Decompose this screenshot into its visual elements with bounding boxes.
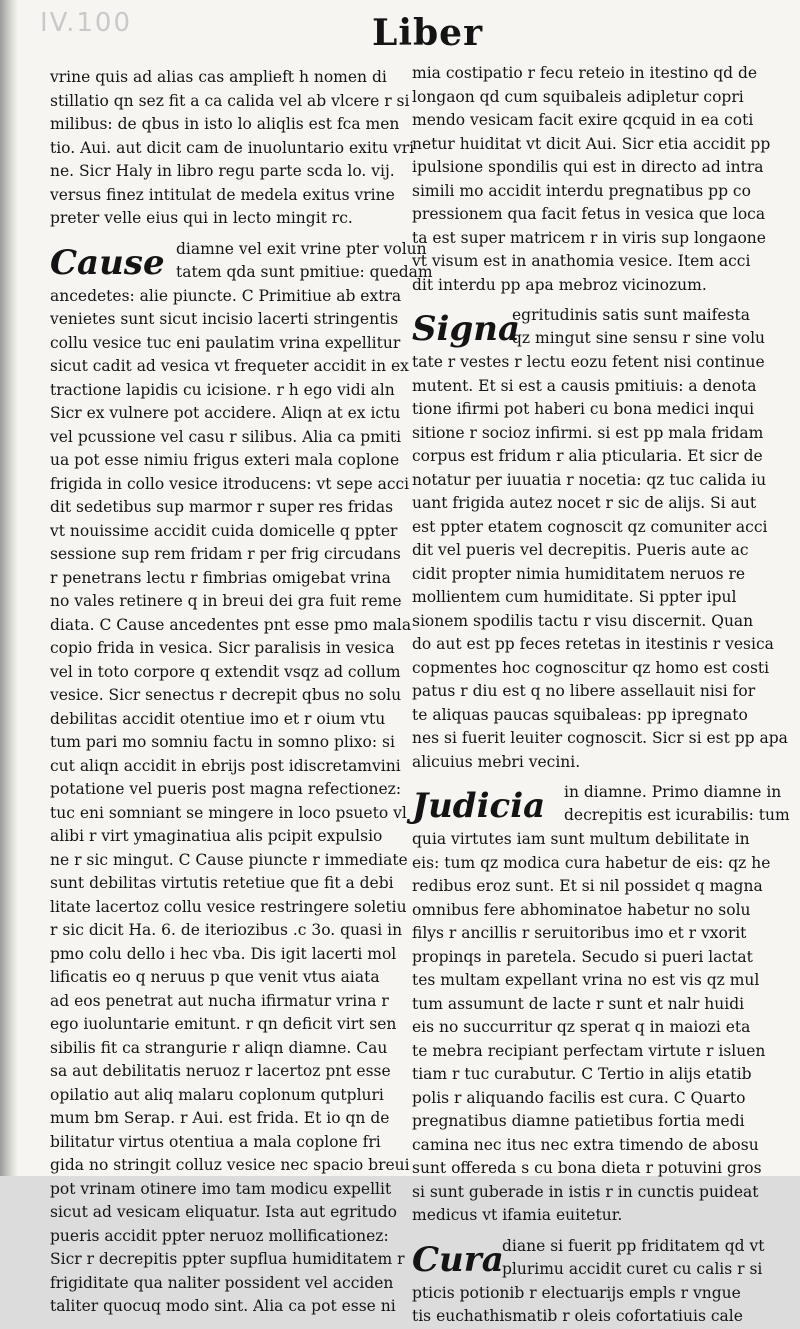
text-line: dit sedetibus sup marmor r super res fridas (50, 498, 394, 516)
text-line: sicut cadit ad vesica vt frequeter accidit in ex (50, 357, 409, 375)
cura-paragraph (412, 1282, 762, 1329)
text-line: mollientem cum humiditate. Si ppter ipul (412, 588, 737, 606)
text-line: propinqs in paretela. Secudo si pueri lactat (412, 947, 753, 966)
text-line: r sic dicit Ha. 6. de iteriozibus .c 3o. quasi in (50, 921, 403, 939)
text-line: stillatio qn sez fit a ca calida vel ab vlcere r si (50, 91, 410, 110)
text-line: frigida in collo vesice itroducens: vt sepe acci (50, 474, 410, 493)
text-line: collu vesice tuc eni paulatim vrina expellitur (50, 333, 401, 352)
text-line: tractione lapidis cu icisione. r h ego vidi aln (50, 380, 395, 399)
left-intro-text (50, 66, 415, 231)
text-line: ua pot esse nimiu frigus exteri mala coplone (50, 451, 400, 469)
text-line: copio frida in vesica. Sicr paralisis in vesica (50, 639, 395, 657)
text-line: quia virtutes iam sunt multum debilitate in (412, 830, 750, 848)
text-line: vt nouissime accidit cuida domicelle q ppter (50, 521, 398, 540)
text-line: cut aliqn accidit in ebrijs post idiscretamvini (50, 756, 401, 775)
text-line: tione ifirmi pot haberi cu bona medici inqui (412, 400, 755, 418)
section-heading-causae (50, 239, 433, 285)
text-line: tum assumunt de lacte r sunt et nalr huidi (412, 994, 745, 1013)
text-line: versus finez intitulat de medela exitus vrine (50, 185, 395, 204)
text-line: uant frigida autez nocet r sic de alijs. Si aut (412, 494, 757, 512)
text-line: alicuius mebri vecini. (412, 752, 581, 771)
text-line: pueris accidit ppter neruoz mollificationez: (50, 1226, 389, 1245)
heading-line-1: diane si fuerit pp friditatem qd vt (502, 1236, 765, 1255)
text-line: dit interdu pp apa mebroz vicinozum. (412, 275, 707, 294)
judicia-paragraph (412, 828, 771, 1228)
page-binding-shadow (0, 0, 18, 1176)
text-line: ta est super matricem r in viris sup longaone (412, 228, 766, 247)
text-line: est ppter etatem cognoscit qz comuniter acci (412, 517, 768, 536)
heading-initial-causae: Cause (50, 242, 165, 283)
text-line: Sicr r decrepitis ppter supflua humiditatem r (50, 1250, 405, 1268)
text-line: tio. Aui. aut dicit cam de inuoluntario exitu vri (50, 138, 415, 157)
text-line: ego iuoluntarie emitunt. r qn deficit virt sen (50, 1015, 397, 1033)
right-intro-text (412, 62, 771, 297)
heading-initial-cura: Cura (412, 1239, 504, 1280)
text-line: sunt offereda s cu bona dieta r potuvini gros (412, 1159, 762, 1177)
text-line: cidit propter nimia humiditatem neruos re (412, 564, 746, 583)
heading-line-2: qz mingut sine sensu r sine volu (512, 329, 766, 347)
text-line: potatione vel pueris post magna refectionez: (50, 780, 402, 798)
section-heading-signa (412, 306, 766, 351)
text-line: opilatio aut aliq malaru coplonum qutpluri (50, 1085, 384, 1104)
text-line: do aut est pp feces retetas in itestinis r vesica (412, 635, 774, 653)
text-line: simili mo accidit interdu pregnatibus pp co (412, 181, 751, 200)
text-line: tiam r tuc curabutur. C Tertio in alijs etatib (412, 1065, 752, 1083)
text-line: vel pcussione vel casu r silibus. Alia ca pmiti (50, 427, 402, 446)
heading-line-2: plurimu accidit curet cu calis r si (502, 1259, 763, 1278)
text-line: pregnatibus diamne patietibus fortia medi (412, 1112, 745, 1130)
heading-line-2: tatem qda sunt pmitiue: quedam (176, 262, 433, 281)
text-line: polis r aliquando facilis est cura. C Quarto (412, 1088, 746, 1107)
text-line: redibus eroz sunt. Et si nil possidet q magna (412, 877, 763, 895)
text-line: dit vel pueris vel decrepitis. Pueris aute ac (412, 541, 749, 559)
text-line: mia costipatio r fecu reteio in itestino qd de (412, 64, 758, 82)
text-line: tis euchathismatib r oleis cofortatiuis cale (412, 1307, 743, 1325)
text-line: te mebra recipiant perfectam virtute r isluen (412, 1041, 766, 1060)
heading-initial-judicia: Judicia (412, 786, 546, 826)
text-line: sibilis fit ca strangurie r aliqn diamne. Cau (50, 1038, 388, 1057)
text-line: sicut ad vesicam eliquatur. Ista aut egritudo (50, 1203, 397, 1221)
text-line: pot vrinam otinere imo tam modicu expellit (50, 1179, 392, 1198)
text-line: mutent. Et si est a causis pmitiuis: a denota (412, 376, 757, 395)
text-line: ancedetes: alie piuncte. C Primitiue ab extra (50, 286, 402, 305)
text-line: preter velle eius qui in lecto mingit rc. (50, 209, 353, 227)
text-line: vt visum est in anathomia vesice. Item acci (412, 252, 751, 270)
left-column (50, 66, 433, 1319)
text-line: longaon qd cum squibaleis adipletur copri (412, 87, 744, 106)
text-line: sessione sup rem fridam r per frig circudans (50, 545, 401, 563)
text-line: eis: tum qz modica cura habetur de eis: qz he (412, 853, 771, 872)
text-line: copmentes hoc cognoscitur qz homo est costi (412, 658, 770, 677)
text-line: tate r vestes r lectu eozu fetent nisi continue (412, 353, 765, 371)
text-line: debilitas accidit otentiue imo et r oium vtu (50, 709, 386, 728)
heading-line-2: decrepitis est icurabilis: tum (564, 806, 790, 824)
right-column (412, 62, 790, 1329)
text-line: vrine quis ad alias cas amplieft h nomen di (50, 68, 387, 86)
text-line: frigiditate qua naliter possident vel acciden (50, 1273, 394, 1292)
library-stamp: IV.100 (40, 8, 132, 38)
text-line: sunt debilitas virtutis retetiue que fit a debi (50, 874, 394, 892)
text-line: mendo vesicam facit exire qcquid in ea coti (412, 111, 754, 129)
text-line: diata. C Cause ancedentes pnt esse pmo mala (50, 615, 412, 634)
text-line: filys r ancillis r seruitoribus imo et r vxorit (412, 924, 747, 942)
text-line: milibus: de qbus in isto lo aliqlis est fca men (50, 115, 400, 133)
text-line: tuc eni somniant se mingere in loco psueto vl (50, 803, 407, 822)
text-line: si sunt guberade in istis r in cunctis puideat (412, 1182, 759, 1201)
text-line: omnibus fere abhominatoe habetur no solu (412, 900, 751, 919)
text-line: ne. Sicr Haly in libro regu parte scda lo. vij. (50, 162, 395, 180)
text-line: mum bm Serap. r Aui. est frida. Et io qn de (50, 1109, 390, 1127)
text-line: nes si fuerit leuiter cognoscit. Sicr si est pp apa (412, 729, 788, 747)
running-header: Liber (372, 12, 484, 54)
text-line: r penetrans lectu r fimbrias omigebat vrina (50, 568, 391, 587)
text-line: no vales retinere q in breui dei gra fuit reme (50, 592, 402, 610)
text-line: camina nec itus nec extra timendo de abosu (412, 1135, 759, 1154)
section-heading-cura (412, 1236, 765, 1282)
text-line: tum pari mo somniu factu in somno plixo: si (50, 733, 395, 751)
text-line: lificatis eo q neruus p que venit vtus aiata (50, 968, 380, 986)
text-line: litate lacertoz collu vesice restringere soletiu (50, 897, 407, 916)
text-line: tes multam expellant vrina no est vis qz mul (412, 971, 760, 989)
heading-line-1: in diamne. Primo diamne in (564, 783, 782, 801)
text-line: medicus vt ifamia euitetur. (412, 1206, 623, 1224)
text-line: pressionem qua facit fetus in vesica que loca (412, 205, 766, 223)
text-line: sionem spodilis tactu r visu discernit. Quan (412, 611, 754, 630)
heading-line-1: egritudinis satis sunt maifesta (512, 306, 750, 324)
text-line: sitione r socioz infirmi. si est pp mala fridam (412, 423, 764, 442)
text-line: taliter quocuq modo sint. Alia ca pot esse ni (50, 1297, 396, 1315)
text-line: ne r sic mingut. C Cause piuncte r immediate (50, 850, 408, 869)
text-line: alibi r virt ymaginatiua alis pcipit expulsio (50, 827, 383, 845)
causae-paragraph (50, 285, 410, 1319)
text-line: pmo colu dello i hec vba. Dis igit lacerti mol (50, 944, 397, 963)
text-line: ipulsione spondilis qui est in directo ad intra (412, 158, 764, 176)
text-line: Sicr ex vulnere pot accidere. Aliqn at ex ictu (50, 404, 401, 422)
text-line: netur huiditat vt dicit Aui. Sicr etia accidit pp (412, 134, 771, 153)
heading-line-1: diamne vel exit vrine pter volun (176, 239, 427, 258)
text-line: corpus est fridum r alia pticularia. Et sicr de (412, 447, 763, 465)
text-line: notatur per iuuatia r nocetia: qz tuc calida iu (412, 470, 767, 489)
heading-initial-signa: Signa (412, 309, 520, 349)
text-line: vel in toto corpore q extendit vsqz ad collum (50, 662, 401, 681)
text-line: gida no stringit colluz vesice nec spacio breui (50, 1156, 410, 1174)
text-line: te aliquas paucas squibaleas: pp ipregnato (412, 705, 748, 724)
text-line: vesice. Sicr senectus r decrepit qbus no solu (50, 686, 402, 704)
text-line: venietes sunt sicut incisio lacerti stringentis (50, 310, 399, 328)
text-line: patus r diu est q no libere assellauit nisi for (412, 682, 756, 700)
signa-paragraph (412, 351, 788, 774)
text-line: sa aut debilitatis neruoz r lacertoz pnt esse (50, 1062, 391, 1080)
section-heading-judicia (412, 783, 790, 828)
text-line: pticis potionib r electuarijs empls r vngue (412, 1283, 741, 1302)
text-line: bilitatur virtus otentiua a mala coplone fri (50, 1132, 381, 1151)
text-line: eis no succurritur qz sperat q in maiozi eta (412, 1018, 751, 1036)
text-line: ad eos penetrat aut nucha ifirmatur vrina r (50, 991, 389, 1010)
